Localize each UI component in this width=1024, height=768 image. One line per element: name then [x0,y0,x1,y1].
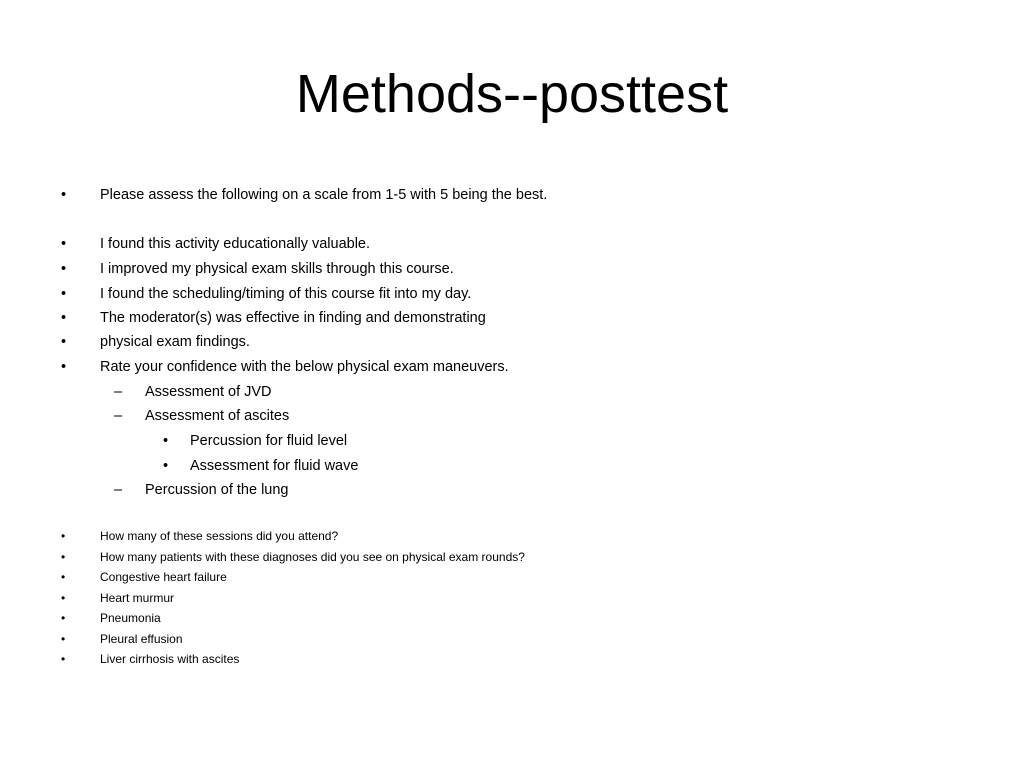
bullet-marker: • [61,359,67,375]
maneuver-text: Assessment of ascites [145,408,290,424]
question-text: Pleural effusion [100,632,183,646]
bullet-marker: • [61,652,66,666]
slide-title: Methods--posttest [295,64,729,124]
statement-text: I found the scheduling/timing of this course fit into my day. [100,286,472,302]
bullet-marker: • [61,529,66,543]
bullet-marker: • [61,310,67,326]
bullet-marker: • [61,334,67,350]
bullet-marker: • [61,286,67,302]
bullet-marker: • [163,458,169,474]
bullet-marker: • [61,187,67,203]
statement-text: The moderator(s) was effective in finding and demonstrating [100,310,486,326]
sub-maneuver-text: Assessment for fluid wave [190,458,359,474]
bullet-marker: • [61,550,66,564]
bullet-marker: • [61,611,66,625]
question-text: Pneumonia [100,611,161,625]
dash-marker: – [114,482,123,498]
question-text: How many of these sessions did you attend? [100,529,339,543]
statement-text: I improved my physical exam skills through this course. [100,261,454,277]
bullet-marker: • [61,591,66,605]
bullet-marker: • [61,236,67,252]
bullet-marker: • [61,261,67,277]
intro-text: Please assess the following on a scale from 1-5 with 5 being the best. [100,187,548,203]
bullet-marker: • [163,433,169,449]
statement-text: I found this activity educationally valuable. [100,236,371,252]
maneuver-text: Percussion of the lung [145,482,289,498]
bullet-marker: • [61,632,66,646]
statement-text: physical exam findings. [100,334,250,350]
question-text: Liver cirrhosis with ascites [100,652,240,666]
bullet-marker: • [61,570,66,584]
maneuver-text: Assessment of JVD [145,384,272,400]
question-text: Heart murmur [100,591,175,605]
question-text: How many patients with these diagnoses did you see on physical exam rounds? [100,550,525,564]
sub-maneuver-text: Percussion for fluid level [190,433,348,449]
dash-marker: – [114,384,123,400]
dash-marker: – [114,408,123,424]
statement-text: Rate your confidence with the below physical exam maneuvers. [100,359,509,375]
question-text: Congestive heart failure [100,570,227,584]
